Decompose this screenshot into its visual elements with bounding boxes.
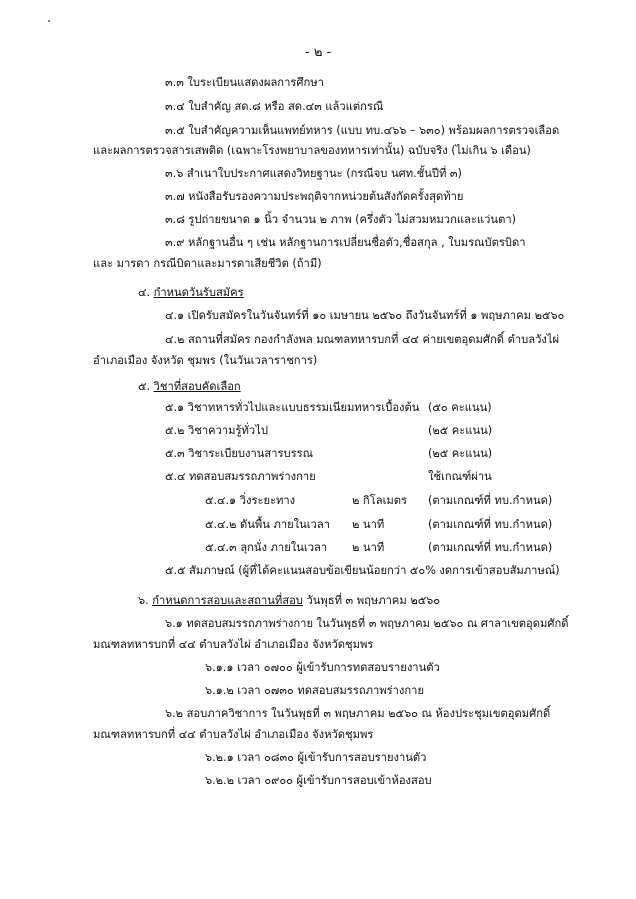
- item-3-7: ๓.๗ หนังสือรับรองความประพฤติจากหน่วยต้นสังกัดครั้งสุดท้าย: [165, 190, 464, 203]
- item-3-3: ๓.๓ ใบระเบียนแสดงผลการศึกษา: [165, 76, 324, 89]
- item-3-6: ๓.๖ สำเนาใบประกาศแสดงวิทยฐานะ (กรณีจบ นศท.ชั้นปีที่ ๓): [165, 167, 462, 180]
- item-5-4-3-amount: ๒ นาที: [352, 541, 385, 554]
- item-5-2-label: ๕.๒ วิชาความรู้ทั่วไป: [165, 424, 268, 437]
- item-5-1-label: ๕.๑ วิชาทหารทั่วไปและแบบธรรมเนียมทหารเบื้องต้น: [165, 401, 420, 414]
- item-5-2-score: (๒๕ คะแนน): [428, 424, 493, 437]
- item-5-4-3-label: ๕.๔.๓ ลุกนั่ง ภายในเวลา: [205, 541, 328, 554]
- section-4-heading: [138, 286, 244, 300]
- item-3-5-line2: และผลการตรวจสารเสพติด (เฉพาะโรงพยาบาลของทหารเท่านั้น) ฉบับจริง (ไม่เกิน ๖ เดือน): [93, 144, 531, 157]
- section-6-title: กำหนดการสอบและสถานที่สอบ: [152, 594, 303, 607]
- item-5-4-1-label: ๕.๔.๑ วิ่งระยะทาง: [205, 494, 296, 507]
- item-4-2-line1: ๔.๒ สถานที่สมัคร กองกำลังพล มณฑลทหารบกที่ ๔๔ ค่ายเขตอุดมศักดิ์ ตำบลวังไผ่: [165, 333, 560, 346]
- item-6-1-line1: ๖.๑ ทดสอบสมรรถภาพร่างกาย ในวันพุธที่ ๓ พฤษภาคม ๒๕๖๐ ณ ศาลาเขตอุดมศักดิ์: [165, 617, 569, 630]
- item-5-5: ๕.๕ สัมภาษณ์ (ผู้ที่ได้คะแนนสอบข้อเขียนน้อยกว่า ๕๐% งดการเข้าสอบสัมภาษณ์): [165, 564, 560, 577]
- item-5-3-score: (๒๕ คะแนน): [428, 447, 493, 460]
- item-3-8: ๓.๘ รูปถ่ายขนาด ๑ นิ้ว จำนวน ๒ ภาพ (ครึ่งตัว ไม่สวมหมวกและแว่นตา): [165, 213, 516, 226]
- item-5-1-score: (๕๐ คะแนน): [428, 401, 492, 414]
- scan-speck: [48, 20, 50, 22]
- section-6-number: ๖.: [138, 594, 153, 607]
- item-5-4-criteria: ใช้เกณฑ์ผ่าน: [428, 470, 492, 483]
- item-3-9-line1: ๓.๙ หลักฐานอื่น ๆ เช่น หลักฐานการเปลี่ยนชื่อตัว,ชื่อสกุล , ใบมรณบัตรบิดา: [165, 236, 526, 249]
- item-3-5-line1: ๓.๕ ใบสำคัญความเห็นแพทย์ทหาร (แบบ ทบ.๔๖๖ – ๖๓๐) พร้อมผลการตรวจเลือด: [165, 124, 560, 137]
- item-5-4-1-amount: ๒ กิโลเมตร: [352, 494, 408, 507]
- item-5-4-1-criteria: (ตามเกณฑ์ที่ ทบ.กำหนด): [428, 494, 553, 507]
- item-6-2-2: ๖.๒.๒ เวลา ๐๙๐๐ ผู้เข้ารับการสอบเข้าห้องสอบ: [205, 774, 432, 787]
- item-6-1-line2: มณฑลทหารบกที่ ๔๔ ตำบลวังไผ่ อำเภอเมือง จังหวัดชุมพร: [93, 638, 374, 651]
- section-4-title: กำหนดวันรับสมัคร: [153, 286, 244, 299]
- item-3-4: ๓.๔ ใบสำคัญ สด.๘ หรือ สด.๔๓ แล้วแต่กรณี: [165, 100, 384, 113]
- item-5-4-3-criteria: (ตามเกณฑ์ที่ ทบ.กำหนด): [428, 541, 553, 554]
- item-3-9-line2: และ มารดา กรณีบิดาและมารดาเสียชีวิต (ถ้ามี): [93, 257, 322, 270]
- section-5-title: วิชาที่สอบคัดเลือก: [153, 380, 241, 393]
- item-6-1-1: ๖.๑.๑ เวลา ๐๗๐๐ ผู้เข้ารับการทดสอบรายงานตัว: [205, 661, 440, 674]
- item-4-2-line2: อำเภอเมือง จังหวัด ชุมพร (ในวันเวลาราชการ): [93, 354, 318, 367]
- section-5-number: ๕.: [138, 380, 154, 393]
- item-5-4-2-label: ๕.๔.๒ ดันพื้น ภายในเวลา: [205, 518, 331, 531]
- item-5-4-2-amount: ๒ นาที: [352, 518, 385, 531]
- item-6-2-line2: มณฑลทหารบกที่ ๔๔ ตำบลวังไผ่ อำเภอเมือง จังหวัดชุมพร: [93, 728, 374, 741]
- section-5-heading: [138, 380, 241, 394]
- section-6-heading: [138, 594, 440, 608]
- item-6-2-1: ๖.๒.๑ เวลา ๐๘๓๐ ผู้เข้ารับการสอบรายงานตัว: [205, 751, 427, 764]
- section-4-number: ๔.: [138, 286, 154, 299]
- section-6-date: วันพุธที่ ๓ พฤษภาคม ๒๕๖๐: [302, 594, 441, 607]
- item-5-4-label: ๕.๔ ทดสอบสมรรถภาพร่างกาย: [165, 470, 316, 483]
- item-5-4-2-criteria: (ตามเกณฑ์ที่ ทบ.กำหนด): [428, 518, 553, 531]
- item-4-1: ๔.๑ เปิดรับสมัครในวันจันทร์ที่ ๑๐ เมษายน ๒๕๖๐ ถึงวันจันทร์ที่ ๑ พฤษภาคม ๒๕๖๐: [165, 309, 565, 322]
- item-6-1-2: ๖.๑.๒ เวลา ๐๗๓๐ ทดสอบสมรรถภาพร่างกาย: [205, 684, 424, 697]
- item-5-3-label: ๕.๓ วิชาระเบียบงานสารบรรณ: [165, 447, 313, 460]
- page-number: - ๒ -: [305, 45, 332, 60]
- item-6-2-line1: ๖.๒ สอบภาควิชาการ ในวันพุธที่ ๓ พฤษภาคม ๒๕๖๐ ณ ห้องประชุมเขตอุดมศักดิ์: [165, 707, 551, 720]
